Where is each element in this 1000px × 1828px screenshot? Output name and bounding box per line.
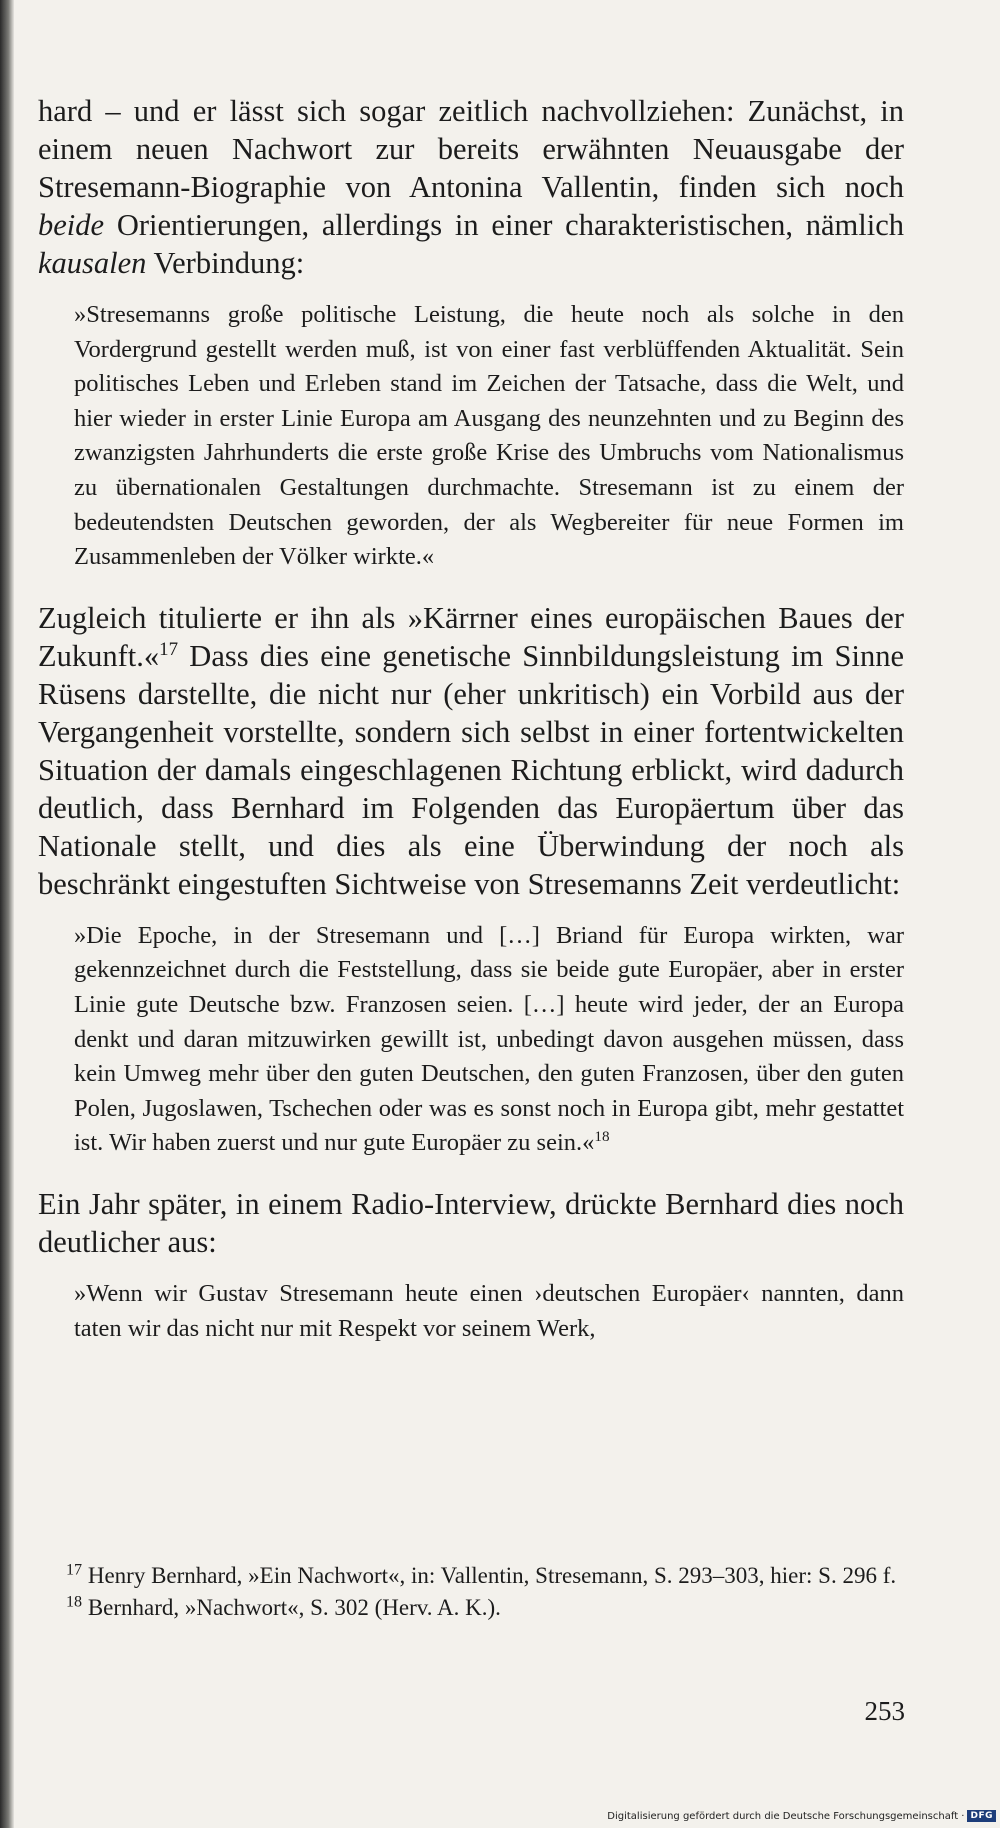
footnote-17-number: 17 xyxy=(66,1561,83,1579)
digitization-footer xyxy=(607,1810,996,1822)
footnote-ref-17[interactable]: 17 xyxy=(159,638,179,660)
footnote-17-text: Henry Bernhard, »Ein Nachwort«, in: Vallentin, Stresemann, S. 293–303, hier: S. 296 f. xyxy=(82,1563,897,1588)
block-quote-3: »Wenn wir Gustav Stresemann heute einen ›deutschen Europäer‹ nannten, dann taten wir das nicht nur mit Respekt vor seinem Werk, xyxy=(74,1279,904,1342)
emphasis-beide: beide xyxy=(38,208,105,242)
paragraph-1-text-a: hard – und er lässt sich sogar zeitlich nachvollziehen: Zunächst, in einem neuen Nachwort zur bereits erwähnten Neuausgabe der Stresemann-Biographie von Antonina Vallentin, finden sich noch xyxy=(38,94,904,204)
footnote-ref-18[interactable]: 18 xyxy=(594,1128,610,1146)
paragraph-1 xyxy=(38,92,904,282)
footnotes xyxy=(38,1560,904,1624)
paragraph-3: Ein Jahr später, in einem Radio-Interview, drückte Bernhard dies noch deutlicher aus: xyxy=(38,1186,904,1259)
footnote-18-text: Bernhard, »Nachwort«, S. 302 (Herv. A. K.). xyxy=(82,1595,501,1620)
dfg-logo: DFG xyxy=(967,1810,996,1822)
paragraph-1-text-b: Orientierungen, allerdings in einer charakteristischen, nämlich xyxy=(104,208,904,242)
book-spine-shadow xyxy=(0,0,14,1828)
footnote-18-number: 18 xyxy=(66,1593,83,1611)
paragraph-1-text-c: Verbindung: xyxy=(146,246,305,280)
emphasis-kausalen: kausalen xyxy=(38,246,147,280)
page-number: 253 xyxy=(864,1696,905,1726)
footnote-18 xyxy=(38,1592,904,1624)
block-quote-2-text: »Die Epoche, in der Stresemann und […] Briand für Europa wirkten, war gekennzeichnet durch die Feststellung, dass sie beide gute Europäer, aber in erster Linie gute Deutsche bzw. Franzosen seien. […] heute wird jeder, der an Europa denkt und daran mitzuwirken gewillt ist, unbedingt davon ausgehen müssen, dass kein Umweg mehr über den guten Deutschen, den guten Franzosen, über den guten Polen, Jugoslawen, Tschechen oder was es sonst noch in Europa gibt, mehr gestattet ist. Wir haben zuerst und nur gute Europäer zu sein.« xyxy=(74,921,904,1157)
paragraph-2 xyxy=(38,599,904,903)
block-quote-2 xyxy=(74,919,904,1161)
block-quote-1: »Stresemanns große politische Leistung, die heute noch als solche in den Vordergrund gestellt werden muß, ist von einer fast verblüffenden Aktualität. Sein politisches Leben und Erleben stand im Zeichen der Tatsache, dass die Welt, und hier wieder in erster Linie Europa am Ausgang des neunzehnten und zu Beginn des zwanzigsten Jahrhunderts die erste große Krise des Umbruchs vom Nationalismus zu übernationalen Gestaltungen durchmachte. Stresemann ist zu einem der bedeutendsten Deutschen geworden, der als Wegbereiter für neue Formen im Zusammenleben der Völker wirkte.« xyxy=(74,301,904,571)
paragraph-2-text-a: Zugleich titulierte er ihn als »Kärrner eines europäischen Baues der Zukunft.« xyxy=(38,600,904,673)
paragraph-2-text-b: Dass dies eine genetische Sinnbildungsleistung im Sinne Rüsens darstellte, die nicht nur (eher unkritisch) ein Vorbild aus der Vergangenheit vorstellte, sondern sich selbst in einer fortentwickelten Situation der damals eingeschlagenen Richtung erblickt, wird dadurch deutlich, dass Bernhard im Folgenden das Europäertum über das Nationale stellt, und dies als eine Überwindung der noch als beschränkt eingestuften Sichtweise von Stresemanns Zeit verdeutlicht: xyxy=(38,638,904,901)
footer-text: Digitalisierung gefördert durch die Deutsche Forschungsgemeinschaft · xyxy=(607,1810,965,1822)
page-body xyxy=(38,92,904,1346)
footnote-17 xyxy=(38,1560,904,1592)
